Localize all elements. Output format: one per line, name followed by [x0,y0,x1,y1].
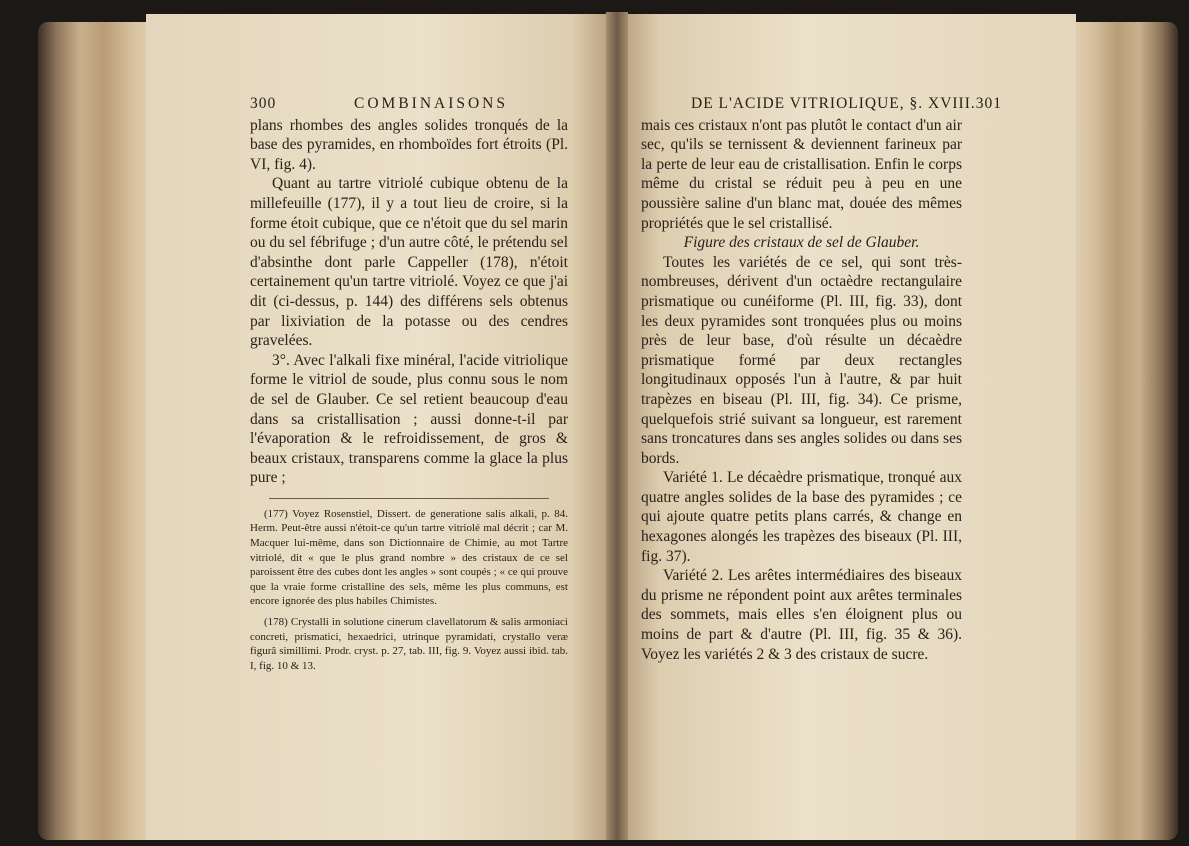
figure-caption: Figure des cristaux de sel de Glauber. [683,234,920,252]
right-running-head: DE L'ACIDE VITRIOLIQUE, §. XVIII. [691,95,976,112]
right-paragraph: mais ces cristaux n'ont pas plutôt le contact d'un air sec, qu'ils se ternissent & deviennent farineux par la perte de leur eau de cristallisation. Enfin le corps même du cristal se réduit peu à peu en une poussière saline d'un blanc mat, douée des mêmes propriétés que le sel cristallisé. [641,116,962,232]
right-header [641,94,1002,114]
footnote-rule [269,498,549,499]
left-paragraph: Quant au tartre vitriolé cubique obtenu de la millefeuille (177), il y a tout lieu de croire, si la forme étoit cubique, que ce n'étoit que du sel marin ou du sel fébrifuge ; d'un autre côté, le prétendu sel d'absinthe dont parle Cappeller (178), n'étoit certainement qu'un tartre vitriolé. Voyez ce que j'ai dit (ci-dessus, p. 144) des différens sels obtenus par lixiviation de la potasse ou des cendres gravelées. [250,175,568,350]
right-page-edges [1068,22,1178,840]
book-gutter [606,12,628,840]
left-running-head: COMBINAISONS [354,95,508,112]
left-header [250,94,568,114]
footnote: (178) Crystalli in solutione cinerum clavellatorum & salis armoniaci concreti, prismatici, hexaedrici, utrinque pyramidati, crystallo veræ figurâ simillimi. Prodr. cryst. p. 27, tab. III, fig. 9. Voyez aussi ibid. tab. I, fig. 10 & 13. [250,616,568,672]
right-page-number: 301 [975,95,1002,112]
right-paragraph: Toutes les variétés de ce sel, qui sont très-nombreuses, dérivent d'un octaèdre rectangulaire prismatique ou cunéiforme (Pl. III, fig. 33), dont les deux pyramides sont tronquées plus ou moins près de leur base, d'où résulte un décaèdre prismatique formé par deux rectangles longitudinaux opposés l'un à l'autre, & par huit trapèzes en biseau (Pl. III, fig. 34). Ce prisme, quelquefois strié suivant sa longueur, est rarement sans troncatures dans ses angles solides ou dans ses bords. [641,253,962,467]
right-page-text [641,94,1002,664]
left-page-text [250,94,568,673]
left-page-edges [38,22,158,840]
left-paragraph: plans rhombes des angles solides tronqués de la base des pyramides, en rhomboïdes fort étroits (Pl. VI, fig. 4). [250,116,568,173]
left-paragraph: 3°. Avec l'alkali fixe minéral, l'acide vitriolique forme le vitriol de soude, plus connu sous le nom de sel de Glauber. Ce sel retient beaucoup d'eau dans sa cristallisation ; aussi donne-t-il par l'évaporation & le refroidissement, de gros & beaux cristaux, transparens comme la glace la plus pure ; [250,351,568,487]
footnote: (177) Voyez Rosenstiel, Dissert. de generatione salis alkali, p. 84. Herm. Peut-être aussi n'étoit-ce qu'un tartre vitriolé mal décrit ; car M. Macquer lui-même, dans son Dictionnaire de Chimie, au mot Tartre vitriolé, dit « que le plus grand nombre » des cristaux de ce sel paroissent être des cubes dont les angles » sont coupés ; « ce qui prouve que la vraie forme cristalline des sels, même les plus communs, est encore ignorée des plus habiles Chimistes. [250,507,568,608]
right-paragraph: Variété 1. Le décaèdre prismatique, tronqué aux quatre angles solides de la base des pyramides ; ce qui ajoute quatre petits plans carrés, & change en hexagones alongés les trapèzes des biseaux (Pl. III, fig. 37). [641,469,962,565]
right-paragraph: Variété 2. Les arêtes intermédiaires des biseaux du prisme ne répondent point aux arêtes terminales des sommets, mais elles s'en éloignent plus ou moins de part & d'autre (Pl. III, fig. 35 & 36). Voyez les variétés 2 & 3 des cristaux de sucre. [641,567,962,663]
left-page-number: 300 [250,95,277,112]
open-book [28,12,1178,840]
